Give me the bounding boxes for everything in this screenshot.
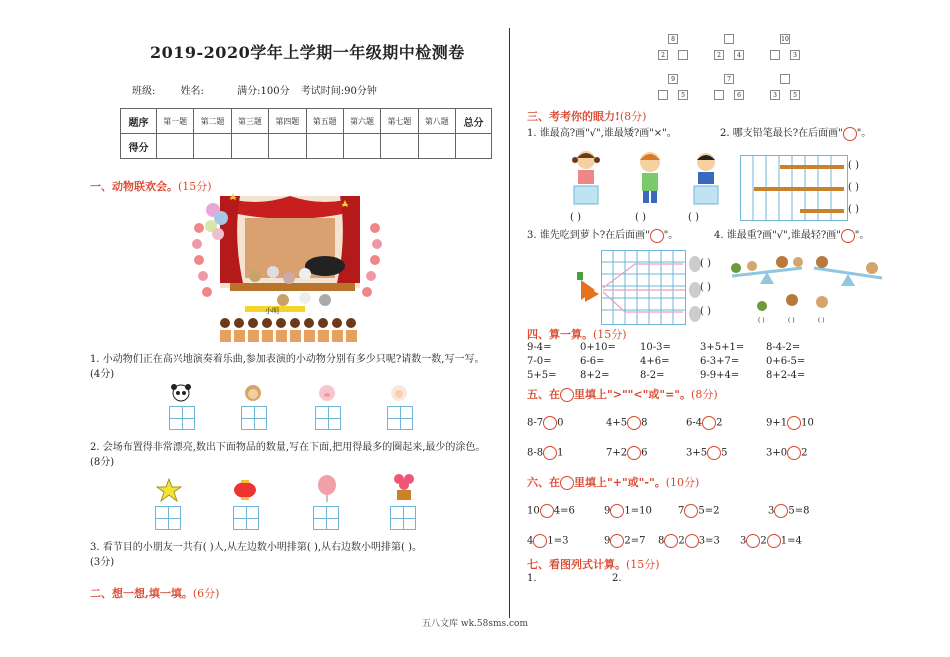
col-total: 总分	[456, 109, 492, 134]
answer-box-lion[interactable]	[241, 406, 267, 430]
compare-problem: 3+0 2	[766, 447, 808, 459]
calc-problem: 4+6=	[640, 356, 670, 367]
answer-paren[interactable]: ( )	[848, 204, 859, 215]
compare-circle[interactable]	[787, 416, 801, 430]
compare-circle[interactable]	[707, 446, 721, 460]
question-1-3: 3. 看节目的小朋友一共有( )人,从左边数小明排第( ),从右边数小明排第( )。 (3分)	[90, 542, 423, 568]
tree-top: 8	[668, 34, 678, 44]
calc-problem: 0+6-5=	[766, 356, 806, 367]
circle-mark	[560, 388, 574, 402]
row-label-number: 题序	[121, 109, 157, 134]
answer-paren[interactable]: ( )	[700, 306, 711, 317]
compare-circle[interactable]	[543, 416, 557, 430]
tree-left: 2	[714, 50, 724, 60]
tree-left: 2	[658, 50, 668, 60]
operator-problem: 4 1=3	[527, 535, 569, 547]
answer-paren[interactable]: ( )	[635, 212, 646, 223]
operator-circle[interactable]	[610, 534, 624, 548]
star-icon	[156, 478, 182, 502]
xiaoming-label: 小明	[265, 307, 279, 315]
circle-mark	[843, 127, 857, 141]
circle-mark	[650, 229, 664, 243]
operator-problem: 8 2 3=3	[658, 535, 720, 547]
operator-problem: 10 4=6	[527, 505, 575, 517]
calc-problem: 6-3+7=	[700, 356, 740, 367]
tree-top: 7	[724, 74, 734, 84]
s3-question-1: 1. 谁最高?画"√",谁最矮?画"×"。	[527, 128, 677, 139]
score-cell[interactable]	[343, 134, 380, 159]
circle-mark	[841, 229, 855, 243]
answer-box-panda[interactable]	[169, 406, 195, 430]
exam-info	[132, 82, 399, 97]
pencil-1	[780, 165, 844, 169]
col-5: 第五题	[306, 109, 343, 134]
tree-right: 5	[790, 90, 800, 100]
compare-problem: 9+1 10	[766, 417, 814, 429]
calc-problem: 6-6=	[580, 356, 605, 367]
col-6: 第六题	[343, 109, 380, 134]
score-table	[120, 108, 492, 159]
compare-problem: 8-8 1	[527, 447, 564, 459]
pencil-2	[754, 187, 844, 191]
operator-circle[interactable]	[746, 534, 760, 548]
answer-box-star[interactable]	[155, 506, 181, 530]
compare-problem: 7+2 6	[606, 447, 648, 459]
answer-paren[interactable]: ( )	[570, 212, 581, 223]
s3-question-4: 4. 谁最重?画"√",谁最轻?画" "。	[714, 230, 870, 241]
answer-paren[interactable]: ( )	[700, 258, 711, 269]
tree-top: 9	[668, 74, 678, 84]
calc-problem: 5+5=	[527, 370, 557, 381]
tree-left[interactable]	[714, 90, 724, 100]
section-4-title: 四、算一算。(15分)	[527, 328, 627, 341]
lantern-icon	[232, 478, 258, 502]
pig-icon	[314, 384, 340, 402]
score-cell[interactable]	[194, 134, 231, 159]
operator-problem: 9 1=10	[604, 505, 652, 517]
tree-left[interactable]	[770, 50, 780, 60]
name-field: 姓名:	[180, 86, 204, 97]
operator-problem: 3 5=8	[768, 505, 810, 517]
answer-paren[interactable]: ( )	[848, 160, 859, 171]
pencil-grid	[740, 155, 848, 221]
answer-box-sheep[interactable]	[387, 406, 413, 430]
calc-problem: 8+2-4=	[766, 370, 806, 381]
section-3-title: 三、考考你的眼力!(8分)	[527, 110, 647, 123]
answer-paren[interactable]: ( )	[688, 212, 699, 223]
section-1-title: 一、动物联欢会。(15分)	[90, 180, 212, 193]
section-2-title: 二、想一想,填一填。(6分)	[90, 587, 220, 600]
tree-right[interactable]	[678, 50, 688, 60]
svg-text:( ): ( )	[818, 317, 825, 324]
tree-left: 3	[770, 90, 780, 100]
tree-right: 4	[734, 50, 744, 60]
compare-problem: 3+5 5	[686, 447, 728, 459]
answer-paren[interactable]: ( )	[700, 282, 711, 293]
tree-right: 6	[734, 90, 744, 100]
section-6-title: 六、在 里填上"+"或"-"。(10分)	[527, 476, 700, 489]
calc-problem: 9-9+4=	[700, 370, 740, 381]
exam-time: 考试时间:90分钟	[300, 86, 377, 97]
answer-box-balloon[interactable]	[313, 506, 339, 530]
tree-top[interactable]	[724, 34, 734, 44]
operator-problem: 3 2 1=4	[740, 535, 802, 547]
row-label-score: 得分	[121, 134, 157, 159]
stage-illustration	[185, 188, 395, 346]
compare-circle[interactable]	[702, 416, 716, 430]
calc-problem: 10-3=	[640, 342, 671, 353]
s7-item-2: 2.	[612, 573, 622, 584]
operator-problem: 7 5=2	[678, 505, 720, 517]
col-1: 第一题	[157, 109, 194, 134]
answer-box-lantern[interactable]	[233, 506, 259, 530]
question-1-2: 2. 会场布置得非常漂亮,数出下面物品的数量,写在下面,把用得最多的圈起来,最少的涂色。(8分)	[90, 442, 486, 468]
calc-problem: 7-0=	[527, 356, 552, 367]
boy-blue-icon	[688, 148, 724, 208]
calc-problem: 0+10=	[580, 342, 616, 353]
section-7-title: 七、看图列式计算。(15分)	[527, 558, 660, 571]
answer-box-pig[interactable]	[315, 406, 341, 430]
score-cell[interactable]	[306, 134, 343, 159]
score-cell[interactable]	[456, 134, 492, 159]
score-cell[interactable]	[381, 134, 418, 159]
full-score: 满分:100分	[237, 86, 290, 97]
score-cell[interactable]	[157, 134, 194, 159]
svg-text:( ): ( )	[788, 317, 795, 324]
operator-circle[interactable]	[767, 534, 781, 548]
score-cell[interactable]	[269, 134, 306, 159]
calc-problem: 8-2=	[640, 370, 665, 381]
operator-circle[interactable]	[533, 534, 547, 548]
answer-box-flower[interactable]	[390, 506, 416, 530]
boy-orange-icon	[632, 148, 668, 206]
sheep-icon	[386, 384, 412, 402]
operator-problem: 9 2=7	[604, 535, 646, 547]
balloon-icon	[314, 474, 340, 502]
operator-circle[interactable]	[684, 504, 698, 518]
col-4: 第四题	[269, 109, 306, 134]
circle-mark	[560, 476, 574, 490]
operator-circle[interactable]	[610, 504, 624, 518]
compare-problem: 4+5 8	[606, 417, 648, 429]
calc-problem: 8-4-2=	[766, 342, 801, 353]
carrot-maze	[575, 250, 715, 326]
lion-icon	[240, 384, 266, 402]
col-2: 第二题	[194, 109, 231, 134]
compare-circle[interactable]	[787, 446, 801, 460]
tree-top: 10	[781, 36, 789, 43]
question-1-1: 1. 小动物们正在高兴地演奏着乐曲,参加表演的小动物分别有多少只呢?请数一数,写一写。(4分)	[90, 354, 485, 380]
compare-circle[interactable]	[627, 416, 641, 430]
compare-circle[interactable]	[627, 446, 641, 460]
flower-icon	[390, 470, 418, 502]
girl-pigtails-icon	[568, 148, 604, 208]
class-field: 班级:	[132, 86, 156, 97]
answer-paren[interactable]: ( )	[848, 182, 859, 193]
operator-circle[interactable]	[540, 504, 554, 518]
panda-icon	[168, 384, 194, 402]
column-divider	[509, 28, 510, 618]
calc-problem: 8+2=	[580, 370, 610, 381]
seesaw-scales	[722, 254, 892, 324]
svg-text:( ): ( )	[758, 317, 765, 324]
s3-question-2: 2. 哪支铅笔最长?在后面画" "。	[720, 128, 872, 139]
s3-question-3: 3. 谁先吃到萝卜?在后面画" "。	[527, 230, 679, 241]
operator-circle[interactable]	[664, 534, 678, 548]
score-cell[interactable]	[418, 134, 455, 159]
tree-right: 3	[790, 50, 800, 60]
compare-problem: 8-7 0	[527, 417, 564, 429]
compare-circle[interactable]	[543, 446, 557, 460]
col-3: 第三题	[231, 109, 268, 134]
tree-right: 5	[678, 90, 688, 100]
page-title: 2019-2020学年上学期一年级期中检测卷	[150, 43, 465, 62]
s7-item-1: 1.	[527, 573, 537, 584]
tree-left[interactable]	[658, 90, 668, 100]
compare-problem: 6-4 2	[686, 417, 723, 429]
score-cell[interactable]	[231, 134, 268, 159]
footer-watermark: 五八文库 wk.58sms.com	[422, 619, 528, 629]
section-5-title: 五、在 里填上">""<"或"="。(8分)	[527, 388, 718, 401]
calc-problem: 9-4=	[527, 342, 552, 353]
pencil-3	[800, 209, 844, 213]
operator-circle[interactable]	[774, 504, 788, 518]
operator-circle[interactable]	[685, 534, 699, 548]
col-8: 第八题	[418, 109, 455, 134]
tree-top[interactable]	[780, 74, 790, 84]
calc-problem: 3+5+1=	[700, 342, 745, 353]
col-7: 第七题	[381, 109, 418, 134]
